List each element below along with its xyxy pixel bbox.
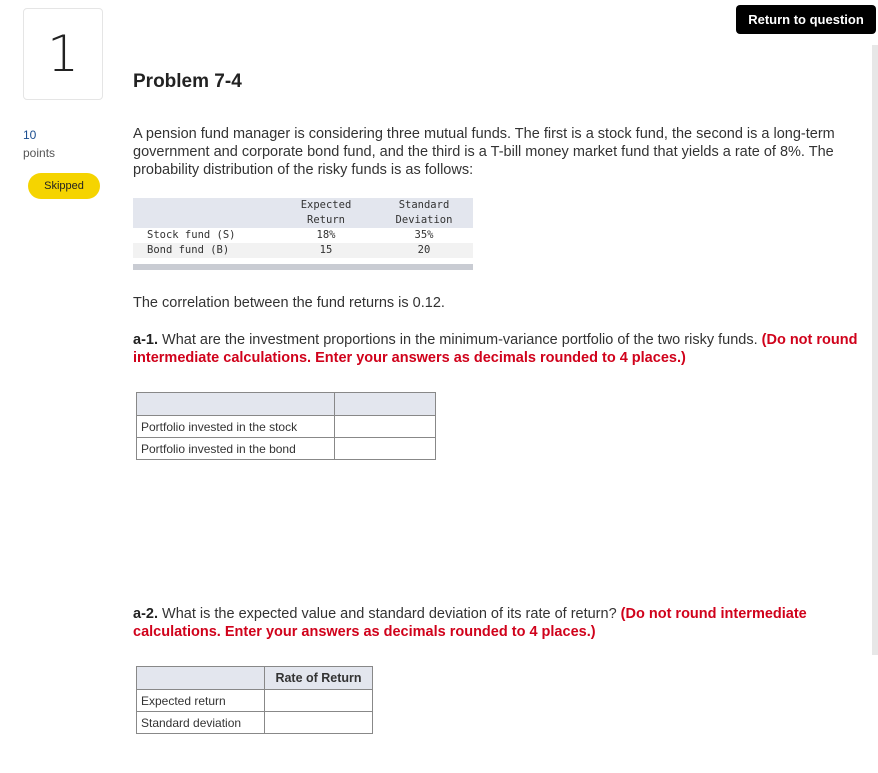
problem-title: Problem 7-4 — [133, 71, 242, 92]
a1-row-label: Portfolio invested in the stock — [137, 416, 335, 438]
a1-header-blank — [137, 393, 335, 416]
fund-label: Bond fund (B) — [147, 244, 230, 256]
header-standard-deviation-line1: Standard — [398, 199, 450, 211]
return-to-question-button[interactable]: Return to question — [736, 5, 876, 34]
header-expected-return-line1: Expected — [300, 199, 352, 211]
table-row — [133, 243, 473, 258]
a2-row-label: Expected return — [137, 690, 265, 712]
a1-bond-input[interactable] — [335, 438, 436, 460]
a2-label: a-2. — [133, 606, 158, 622]
a1-text: What are the investment proportions in the minimum-variance portfolio of the two risky funds. — [162, 332, 758, 348]
a1-answer-table — [136, 392, 436, 460]
question-a2 — [133, 605, 873, 641]
points-value: 10 — [23, 128, 37, 142]
a2-answer-table — [136, 666, 373, 734]
a1-header-answer — [335, 393, 436, 416]
problem-intro: A pension fund manager is considering three mutual funds. The first is a stock fund, the second is a long-term government and corporate bond fund, and the third is a T-bill money market fund that yields a rate of 8%. The probability distribution of the risky funds is as follows: — [133, 126, 835, 178]
correlation-text: The correlation between the fund returns is 0.12. — [133, 295, 445, 311]
a2-text: What is the expected value and standard deviation of its rate of return? — [162, 606, 617, 622]
table-row — [137, 712, 373, 734]
table-row — [137, 438, 436, 460]
header-expected-return-line2: Return — [307, 214, 345, 226]
a2-header-rate-of-return: Rate of Return — [265, 667, 373, 690]
header-standard-deviation — [388, 198, 460, 228]
question-number: 1 — [23, 8, 103, 100]
header-standard-deviation-line2: Deviation — [395, 214, 453, 226]
a2-std-dev-input[interactable] — [265, 712, 373, 734]
a1-label: a-1. — [133, 332, 158, 348]
a1-instruction: (Do not round intermediate calculations. Enter your answers as decimals rounded to 4 places.) — [133, 332, 858, 366]
table-row — [133, 228, 473, 243]
a1-row-label: Portfolio invested in the bond — [137, 438, 335, 460]
distribution-table-header — [133, 198, 473, 228]
table-row — [137, 416, 436, 438]
table-row — [137, 690, 373, 712]
a2-instruction: (Do not round intermediate calculations. Enter your answers as decimals rounded to 4 places.) — [133, 606, 807, 640]
fund-std: 20 — [417, 244, 431, 256]
a1-stock-input[interactable] — [335, 416, 436, 438]
header-expected-return — [291, 198, 361, 228]
status-badge: Skipped — [28, 173, 100, 199]
fund-expected: 15 — [319, 244, 333, 256]
fund-std: 35% — [414, 229, 434, 241]
a2-header-blank — [137, 667, 265, 690]
a2-row-label: Standard deviation — [137, 712, 265, 734]
table-divider — [133, 264, 473, 270]
points-label: points — [23, 146, 56, 160]
question-a1 — [133, 331, 873, 367]
fund-label: Stock fund (S) — [147, 229, 236, 241]
distribution-table — [133, 198, 473, 270]
a2-expected-return-input[interactable] — [265, 690, 373, 712]
fund-expected: 18% — [316, 229, 336, 241]
